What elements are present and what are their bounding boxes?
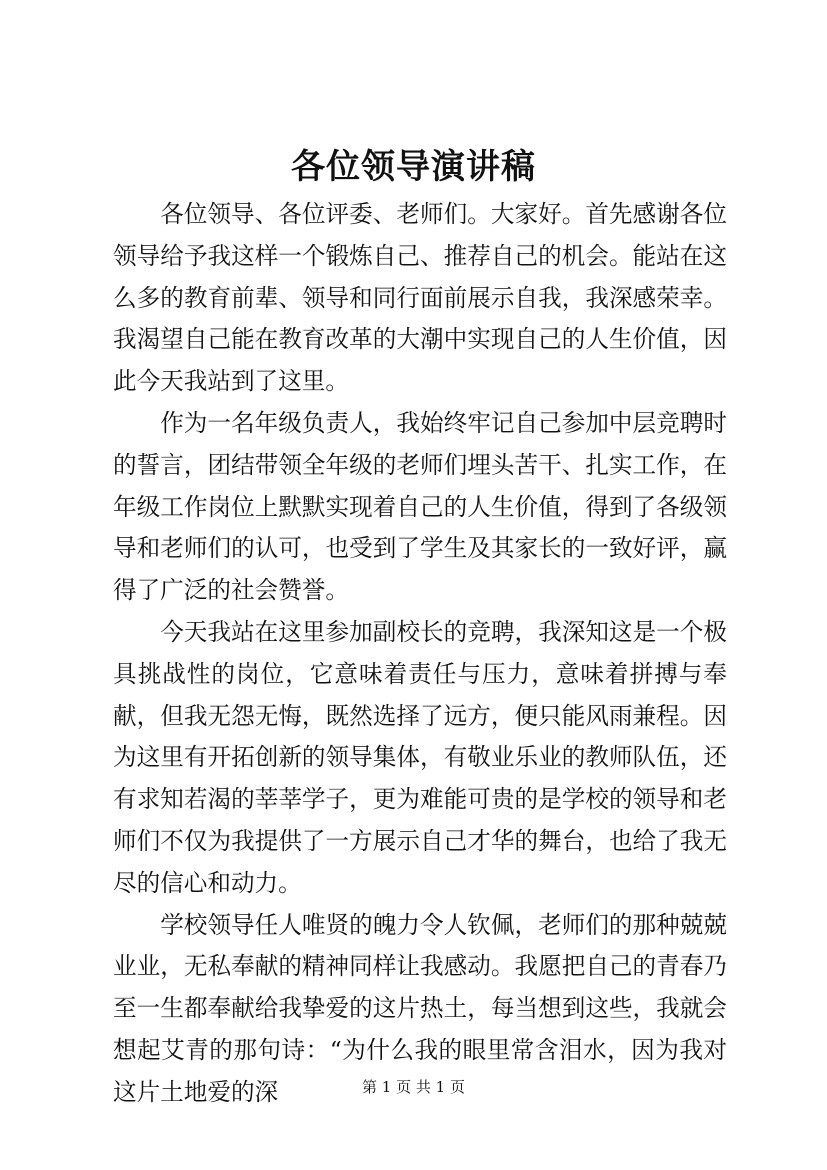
paragraph-1: 各位领导、各位评委、老师们。大家好。首先感谢各位领导给予我这样一个锻炼自己、推荐自己的机会。能站在这么多的教育前辈、领导和同行面前展示自我，我深感荣幸。我渴望自己能在教育改革的大潮中实现自己的人生价值，因此今天我站到了这里。 xyxy=(113,200,727,396)
paragraph-3: 今天我站在这里参加副校长的竞聘，我深知这是一个极具挑战性的岗位，它意味着责任与压力，意味着拼搏与奉献，但我无怨无悔，既然选择了远方，便只能风雨兼程。因为这里有开拓创新的领导集体，有敬业乐业的教师队伍，还有求知若渴的莘莘学子，更为难能可贵的是学校的领导和老师们不仅为我提供了一方展示自己才华的舞台，也给了我无尽的信心和动力。 xyxy=(113,617,727,897)
document-title: 各位领导演讲稿 xyxy=(291,147,536,187)
paragraph-2: 作为一名年级负责人，我始终牢记自己参加中层竞聘时的誓言，团结带领全年级的老师们埋头苦干、扎实工作，在年级工作岗位上默默实现着自己的人生价值，得到了各级领导和老师们的认可，也受到了学生及其家长的一致好评，赢得了广泛的社会赞誉。 xyxy=(113,408,727,605)
paragraph-4: 学校领导任人唯贤的魄力令人钦佩，老师们的那种兢兢业业，无私奉献的精神同样让我感动。我愿把自己的青春乃至一生都奉献给我挚爱的这片热土，每当想到这些，我就会想起艾青的那句诗：“为什么我的眼里常含泪水，因为我对这片土地爱的深 xyxy=(113,910,727,1106)
document-body xyxy=(113,194,727,1114)
page-footer: 第 1 页 共 1 页 xyxy=(362,1078,465,1096)
